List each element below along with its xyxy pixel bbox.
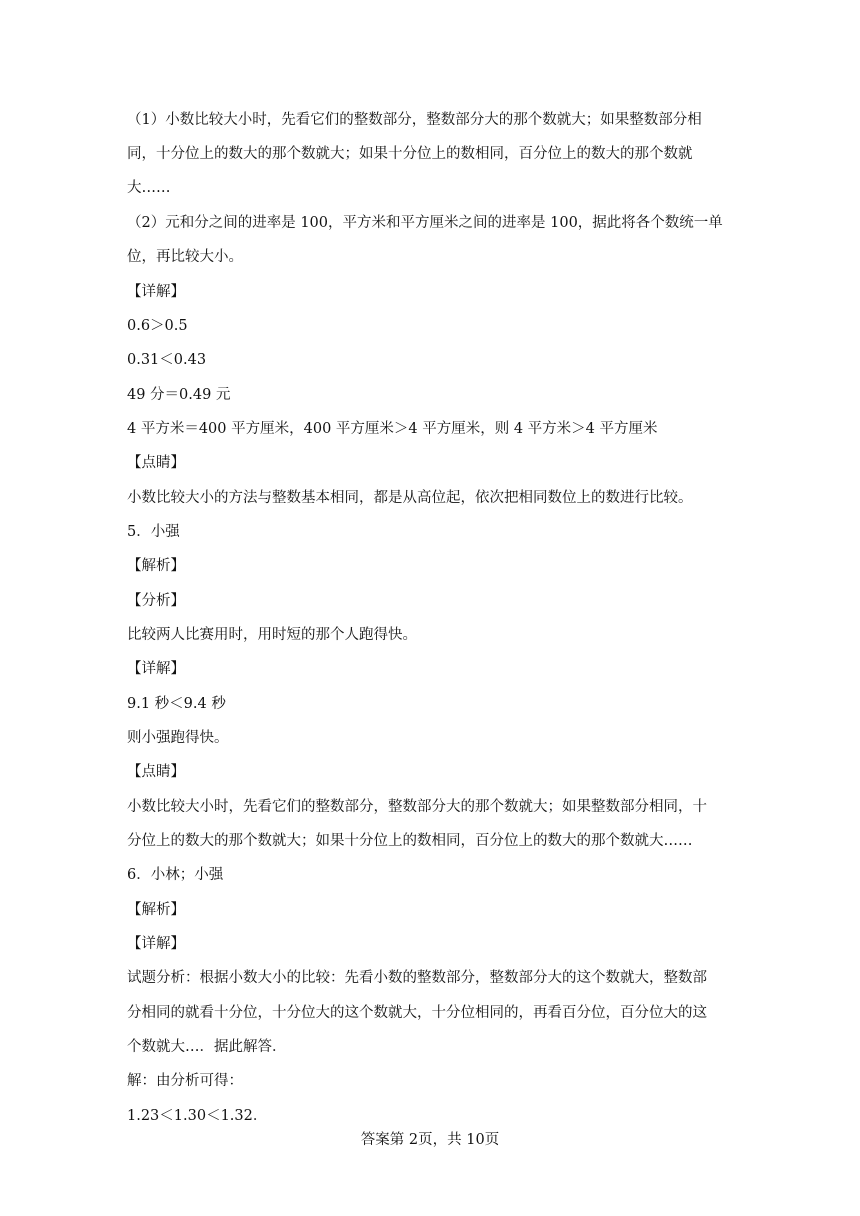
text-line: 则小强跑得快。 xyxy=(127,730,229,746)
text-line: 同，十分位上的数大的那个数就大；如果十分位上的数相同，百分位上的数大的那个数就 xyxy=(127,146,693,162)
text-line: （1）小数比较大小时，先看它们的整数部分，整数部分大的那个数就大；如果整数部分相 xyxy=(127,112,702,128)
text-line: 个数就大…．据此解答． xyxy=(127,1039,287,1055)
text-line: 试题分析：根据小数大小的比较：先看小数的整数部分，整数部分大的这个数就大，整数部 xyxy=(127,970,707,986)
text-line: 0.6＞0.5 xyxy=(127,318,188,334)
text-line: 1.23＜1.30＜1.32． xyxy=(127,1108,268,1124)
text-line: 解：由分析可得： xyxy=(127,1073,243,1089)
text-line: 分相同的就看十分位，十分位大的这个数就大，十分位相同的，再看百分位，百分位大的这 xyxy=(127,1005,707,1021)
text-line: 小数比较大小时，先看它们的整数部分，整数部分大的那个数就大；如果整数部分相同，十 xyxy=(127,799,707,815)
section-heading: 【解析】 xyxy=(127,902,185,918)
page-footer: 答案第 2页，共 10页 xyxy=(360,1132,500,1148)
text-line: 位，再比较大小。 xyxy=(127,249,243,265)
text-line: 大…… xyxy=(127,180,171,196)
section-heading: 【点睛】 xyxy=(127,764,185,780)
text-line: 小数比较大小的方法与整数基本相同，都是从高位起，依次把相同数位上的数进行比较。 xyxy=(127,490,693,506)
text-line: 9.1 秒＜9.4 秒 xyxy=(127,696,226,712)
answer-line: 6．小林；小强 xyxy=(127,867,224,883)
section-heading: 【解析】 xyxy=(127,558,185,574)
text-line: 分位上的数大的那个数就大；如果十分位上的数相同，百分位上的数大的那个数就大…… xyxy=(127,833,693,849)
section-heading: 【详解】 xyxy=(127,661,185,677)
text-line: 0.31＜0.43 xyxy=(127,352,207,368)
text-line: （2）元和分之间的进率是 100，平方米和平方厘米之间的进率是 100，据此将各个数统一单 xyxy=(127,215,723,231)
section-heading: 【点睛】 xyxy=(127,455,185,471)
answer-line: 5．小强 xyxy=(127,524,180,540)
section-heading: 【分析】 xyxy=(127,593,185,609)
text-line: 4 平方米＝400 平方厘米，400 平方厘米＞4 平方厘米，则 4 平方米＞4 平方厘米 xyxy=(127,421,658,437)
text-line: 比较两人比赛用时，用时短的那个人跑得快。 xyxy=(127,627,417,643)
section-heading: 【详解】 xyxy=(127,936,185,952)
text-line: 49 分＝0.49 元 xyxy=(127,387,231,403)
section-heading: 【详解】 xyxy=(127,284,185,300)
